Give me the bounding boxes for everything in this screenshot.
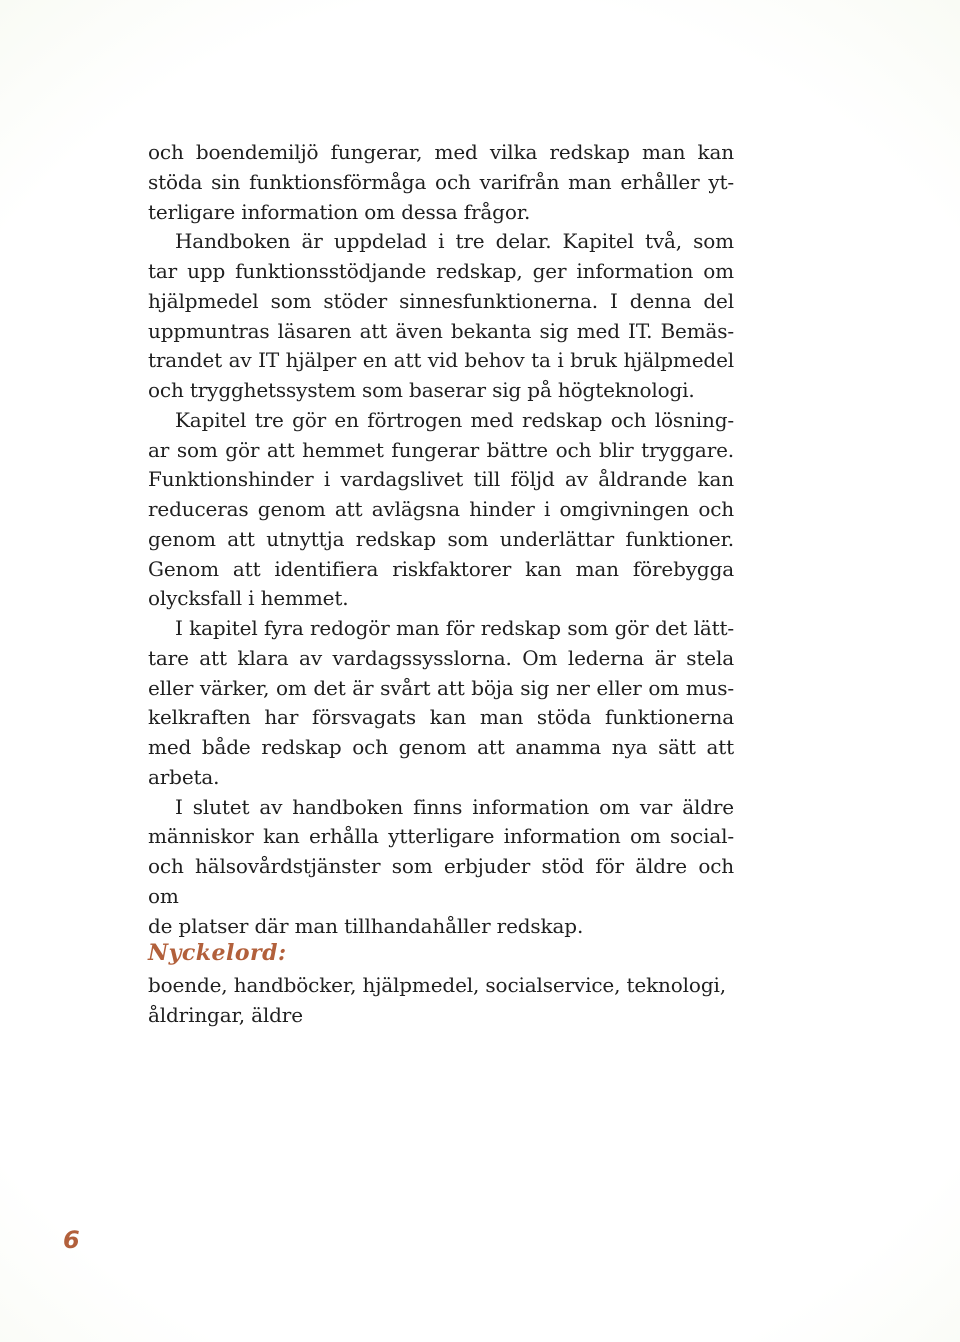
text-line: hjälpmedel som stöder sinnesfunktionerna. I denna del xyxy=(148,288,734,313)
text-line: Funktionshinder i vardagslivet till följd av åldrande kan xyxy=(148,467,734,492)
text-line: Handboken är uppdelad i tre delar. Kapitel två, som xyxy=(175,229,734,254)
text-line: tare att klara av vardagssysslorna. Om lederna är stela xyxy=(148,645,734,670)
text-line: genom att utnyttja redskap som underlättar funktioner. xyxy=(148,526,734,551)
text-line: eller värker, om det är svårt att böja sig ner eller om mus- xyxy=(148,675,734,700)
text-line: arbeta. xyxy=(148,764,220,789)
text-line: trandet av IT hjälper en att vid behov ta i bruk hjälpmedel xyxy=(148,348,734,373)
text-line: reduceras genom att avlägsna hinder i omgivningen och xyxy=(148,497,734,521)
page-number: 6 xyxy=(63,1226,80,1254)
text-line: olycksfall i hemmet. xyxy=(148,586,349,611)
keywords-list xyxy=(148,971,738,1031)
keywords-line: boende, handböcker, hjälpmedel, socialservice, teknologi, xyxy=(148,973,726,997)
text-line: terligare information om dessa frågor. xyxy=(148,199,531,224)
text-line: tar upp funktionsstödjande redskap, ger information om xyxy=(148,259,734,283)
text-line: de platser där man tillhandahåller redskap. xyxy=(148,913,584,938)
text-line: Kapitel tre gör en förtrogen med redskap och lösning- xyxy=(175,407,734,432)
keywords-heading: Nyckelord: xyxy=(148,940,287,966)
text-line: I kapitel fyra redogör man för redskap som gör det lätt- xyxy=(175,616,734,640)
text-line: människor kan erhålla ytterligare information om social- xyxy=(148,824,734,849)
body-text xyxy=(148,138,734,941)
text-line: stöda sin funktionsförmåga och varifrån man erhåller yt- xyxy=(148,169,734,194)
keywords-line: åldringar, äldre xyxy=(148,1002,303,1027)
text-line: kelkraften har försvagats kan man stöda funktionerna xyxy=(148,705,734,730)
text-line: uppmuntras läsaren att även bekanta sig med IT. Bemäs- xyxy=(148,318,734,343)
text-line: och trygghetssystem som baserar sig på högteknologi. xyxy=(148,378,695,402)
text-line: med både redskap och genom att anamma nya sätt att xyxy=(148,735,734,759)
text-line: och hälsovårdstjänster som erbjuder stöd för äldre och om xyxy=(148,854,734,908)
text-line: och boendemiljö fungerar, med vilka redskap man kan xyxy=(148,140,734,164)
text-line: ar som gör att hemmet fungerar bättre och blir tryggare. xyxy=(148,437,734,462)
text-line: Genom att identifiera riskfaktorer kan man förebygga xyxy=(148,556,734,581)
text-line: I slutet av handboken finns information om var äldre xyxy=(175,794,734,819)
